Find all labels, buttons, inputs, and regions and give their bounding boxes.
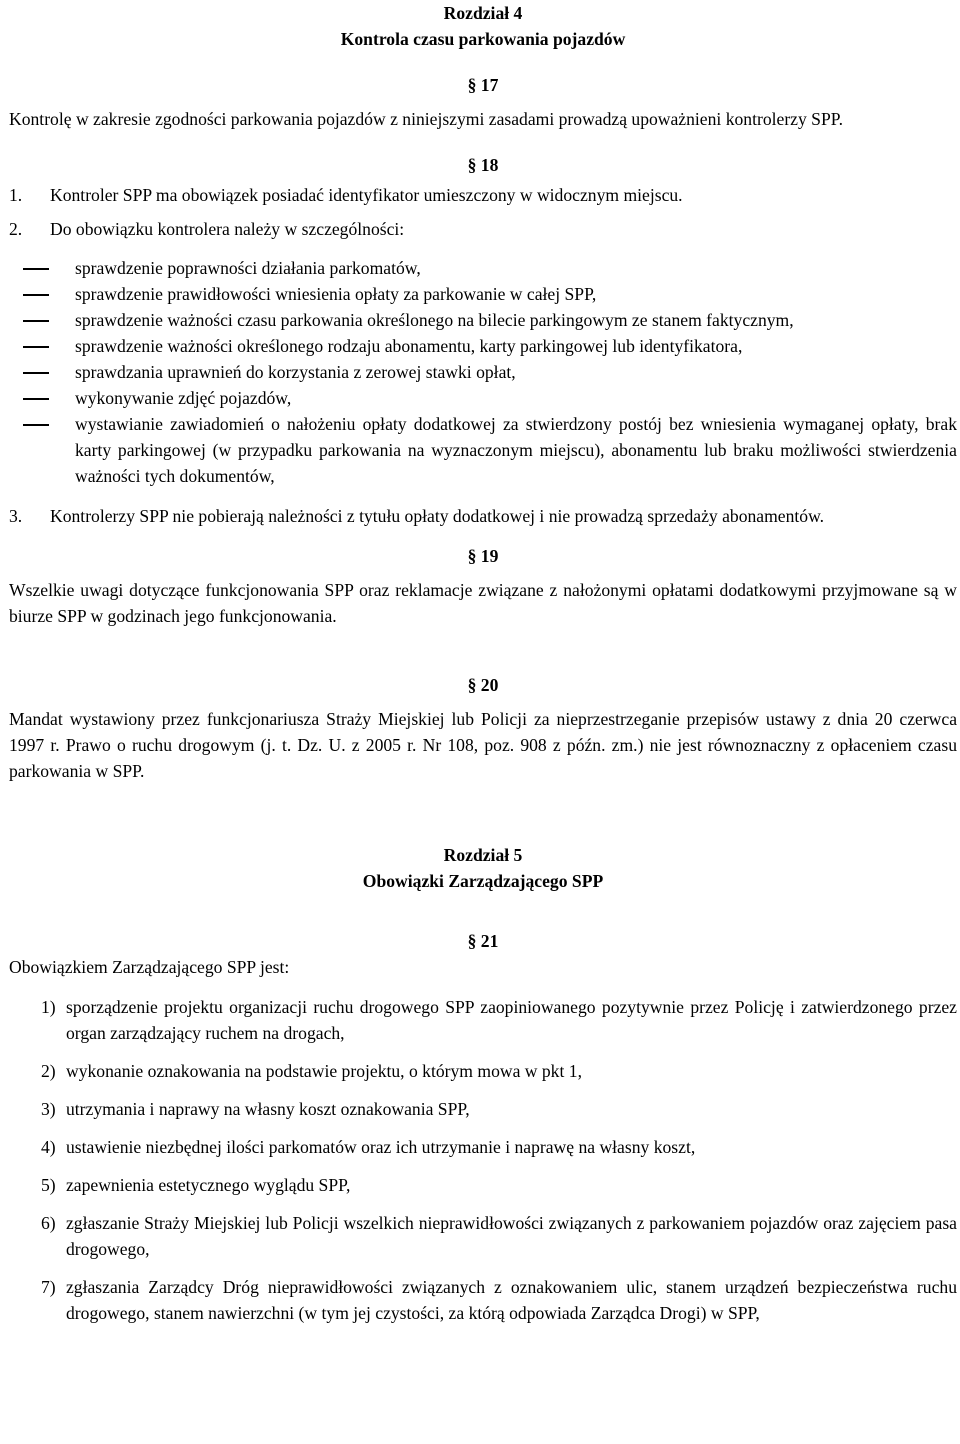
list-item (9, 1210, 957, 1262)
list-item (9, 255, 957, 281)
chapter-4-title: Rozdział 4 (443, 3, 523, 23)
section-20-heading: § 20 (467, 675, 499, 695)
list-item (9, 281, 957, 307)
list-item-number: 7) (41, 1277, 56, 1297)
list-item (9, 411, 957, 489)
section-18-point-1 (9, 182, 957, 208)
point-text: Kontrolerzy SPP nie pobierają należności z tytułu opłaty dodatkowej i nie prowadzą sprzedaży abonamentów. (50, 506, 825, 526)
point-text: Kontroler SPP ma obowiązek posiadać identyfikator umieszczony w widocznym miejscu. (50, 185, 683, 205)
section-21-heading: § 21 (467, 931, 499, 951)
list-item-text: wystawianie zawiadomień o nałożeniu opłaty dodatkowej za stwierdzony postój bez wniesienia wymaganej opłaty, brak karty parkingowej (w przypadku parkowania na wyznaczonym miejscu), abonamentu lub braku możliwości stwierdzenia ważności tych dokumentów, (75, 414, 957, 486)
list-item-text: wykonywanie zdjęć pojazdów, (75, 388, 292, 408)
section-18-heading: § 18 (467, 155, 499, 175)
list-item (9, 1134, 957, 1160)
list-item (9, 1274, 957, 1326)
section-18-point-3 (9, 503, 957, 529)
list-item (9, 1058, 957, 1084)
controller-duties-list (9, 255, 957, 489)
list-item-text: sporządzenie projektu organizacji ruchu drogowego SPP zaopiniowanego pozytywnie przez Policję i zatwierdzonego przez organ zarządzający ruchem na drogach, (66, 997, 957, 1043)
list-item (9, 307, 957, 333)
list-item (9, 333, 957, 359)
section-18-point-2 (9, 216, 957, 242)
point-number: 2. (9, 219, 23, 239)
section-17-text: Kontrolę w zakresie zgodności parkowania pojazdów z niniejszymi zasadami prowadzą upoważnieni kontrolerzy SPP. (9, 109, 843, 129)
section-21-intro: Obowiązkiem Zarządzającego SPP jest: (9, 957, 290, 977)
list-item-text: sprawdzenie ważności czasu parkowania określonego na bilecie parkingowym ze stanem faktycznym, (75, 310, 794, 330)
section-20-text: Mandat wystawiony przez funkcjonariusza Straży Miejskiej lub Policji za nieprzestrzeganie przepisów ustawy z dnia 20 czerwca 1997 r. Prawo o ruchu drogowym (j. t. Dz. U. z 2005 r. Nr 108, poz. 908 z późn. zm.) nie jest równoznaczny z opłaceniem czasu parkowania w SPP. (9, 709, 957, 781)
point-text: Do obowiązku kontrolera należy w szczególności: (50, 219, 405, 239)
list-item-text: zgłaszania Zarządcy Dróg nieprawidłowości związanych z oznakowaniem ulic, stanem urządzeń bezpieczeństwa ruchu drogowego, stanem nawierzchni (w tym jej czystości, za którą odpowiada Zarządca Drogi) w SPP, (66, 1277, 957, 1323)
list-item-number: 5) (41, 1175, 56, 1195)
list-item-text: zgłaszanie Straży Miejskiej lub Policji wszelkich nieprawidłowości związanych z parkowaniem pojazdów oraz zajęciem pasa drogowego, (66, 1213, 957, 1259)
list-item-number: 2) (41, 1061, 56, 1081)
document-page (9, 0, 957, 1326)
list-item-number: 4) (41, 1137, 56, 1157)
list-item-text: sprawdzenie poprawności działania parkomatów, (75, 258, 421, 278)
section-19-text: Wszelkie uwagi dotyczące funkcjonowania SPP oraz reklamacje związane z nałożonymi opłatami dodatkowymi przyjmowane są w biurze SPP w godzinach jego funkcjonowania. (9, 580, 957, 626)
list-item-text: sprawdzania uprawnień do korzystania z zerowej stawki opłat, (75, 362, 516, 382)
section-19-heading: § 19 (467, 546, 499, 566)
list-item-number: 1) (41, 997, 56, 1017)
list-item (9, 359, 957, 385)
list-item-text: wykonanie oznakowania na podstawie projektu, o którym mowa w pkt 1, (66, 1061, 582, 1081)
list-item-text: sprawdzenie ważności określonego rodzaju abonamentu, karty parkingowej lub identyfikatora, (75, 336, 743, 356)
list-item-text: utrzymania i naprawy na własny koszt oznakowania SPP, (66, 1099, 470, 1119)
chapter-5-subtitle: Obowiązki Zarządzającego SPP (362, 871, 604, 891)
point-number: 3. (9, 506, 23, 526)
list-item-text: sprawdzenie prawidłowości wniesienia opłaty za parkowanie w całej SPP, (75, 284, 597, 304)
list-item-text: ustawienie niezbędnej ilości parkomatów oraz ich utrzymanie i naprawę na własny koszt, (66, 1137, 696, 1157)
list-item-number: 6) (41, 1213, 56, 1233)
list-item-number: 3) (41, 1099, 56, 1119)
manager-duties-list (9, 994, 957, 1326)
chapter-4-subtitle: Kontrola czasu parkowania pojazdów (340, 29, 626, 49)
section-17-heading: § 17 (467, 75, 499, 95)
list-item (9, 994, 957, 1046)
point-number: 1. (9, 185, 23, 205)
list-item (9, 1096, 957, 1122)
list-item-text: zapewnienia estetycznego wyglądu SPP, (66, 1175, 351, 1195)
chapter-5-title: Rozdział 5 (443, 845, 523, 865)
list-item (9, 1172, 957, 1198)
list-item (9, 385, 957, 411)
